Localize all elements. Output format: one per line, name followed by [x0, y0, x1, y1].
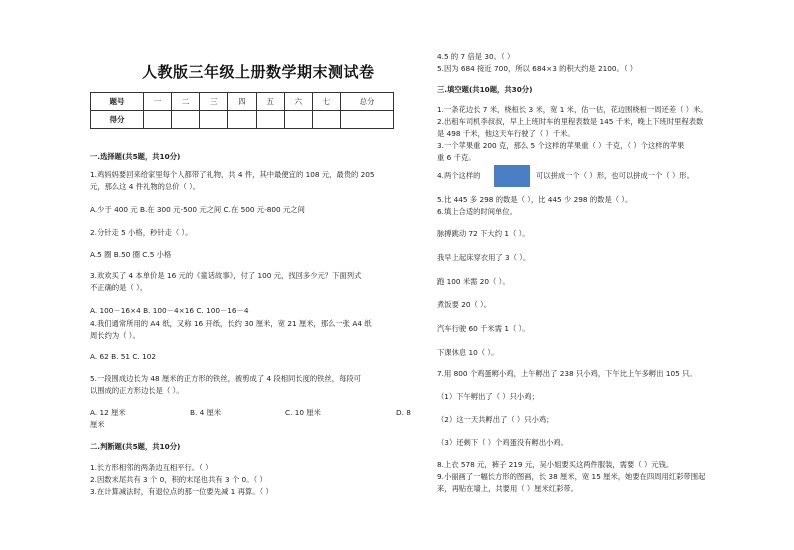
score-cell — [284, 111, 312, 129]
score-cell — [172, 111, 200, 129]
choice-q1-options: A.少于 400 元 B.在 300 元-500 元之间 C.在 500 元-800 元之间 — [90, 205, 305, 214]
rectangle-shape-image — [494, 165, 530, 187]
choice-q2: 2.分针走 5 小格，秒针走（ ）。 — [90, 228, 193, 237]
choice-q5-line2: 以围成的正方形边长是（ ）。 — [90, 386, 184, 395]
choice-q5-option-d-unit: 厘米 — [90, 420, 105, 429]
score-col-6: 六 — [284, 93, 312, 111]
fill-q3-line2: 重 6 千克。 — [437, 153, 476, 162]
score-cell — [312, 111, 340, 129]
fill-q6-item: 下课休息 10（ ）。 — [437, 348, 499, 357]
choice-q4-line1: 4.我们通常所用的 A4 纸，又称 16 开纸，长约 30 厘米，宽 21 厘米，那么一张 A4 纸 — [90, 319, 372, 328]
fill-q6-item: 汽车行驶 60 千米需 1（ ）。 — [437, 324, 530, 333]
score-col-7: 七 — [312, 93, 340, 111]
choice-q5-option-a: A. 12 厘米 — [90, 408, 126, 417]
score-col-2: 二 — [172, 93, 200, 111]
judge-q4: 4.5 的 7 倍是 30。（ ） — [437, 52, 515, 61]
fill-q3-line1: 3.一个苹果重 200 克，那么 5 个这样的苹果重（ ）千克，（ ）个这样的苹果 — [437, 141, 685, 150]
fill-q7-sub3: （3）还剩下（ ）个鸡蛋没有孵出小鸡。 — [437, 438, 569, 447]
fill-q7-sub1: （1）下午孵出了（ ）只小鸡； — [437, 392, 539, 401]
score-col-5: 五 — [256, 93, 284, 111]
fill-q4-right: 可以拼成一个（ ）形，也可以拼成一个（ ）形。 — [536, 171, 694, 180]
choice-q1-line1: 1.鸡妈妈要回来给家里每个人都带了礼物，共 4 件，其中最便宜的 108 元，最贵的 205 — [90, 170, 375, 179]
choice-q1-line2: 元，那么这 4 件礼物的总价（ ）。 — [90, 182, 201, 191]
choice-q5-option-b: B. 4 厘米 — [190, 408, 222, 417]
judge-q2: 2.因数末尾共有 3 个 0，积的末尾也共有 3 个 0。（ ） — [90, 475, 267, 484]
fill-q6-item: 煮饭要 20（ ）。 — [437, 300, 492, 309]
fill-q2-line2: 是 498 千米，他这天车行驶了（ ）千米。 — [437, 129, 575, 138]
choice-q4-options: A. 62 B. 51 C. 102 — [90, 352, 157, 361]
choice-q3-line1: 3.欢欢买了 4 本单价是 16 元的《童话故事》，付了 100 元，找回多少元？下面列式 — [90, 271, 362, 280]
score-cell — [228, 111, 256, 129]
fill-q6-item: 脉搏跳动 72 下大约 1（ ）。 — [437, 229, 530, 238]
section-choice-heading: 一.选择题(共5题，共10分) — [90, 152, 181, 161]
judge-q3: 3.在计算减法时，有退位点的那一位要先减 1 再算。（ ） — [90, 487, 273, 496]
fill-q6-item: 跑 100 米需 20（ ）。 — [437, 277, 510, 286]
score-col-4: 四 — [228, 93, 256, 111]
score-table-score-row — [91, 111, 394, 129]
fill-q6: 6.填上合适的时间单位。 — [437, 207, 517, 216]
fill-q6-item: 我早上起床穿衣用了 3（ ）。 — [437, 253, 531, 262]
fill-q7-sub2: （2）这一天共孵出了（ ）只小鸡； — [437, 415, 554, 424]
choice-q3-line2: 不正确的是（ ）。 — [90, 283, 148, 292]
judge-q5: 5.因为 684 接近 700，所以 684×3 的积大约是 2100。（ ） — [437, 64, 638, 73]
fill-q9-line1: 9.小丽画了一幅长方形的图画，长 38 厘米，宽 15 厘米，她要在四周用红彩带围起 — [437, 472, 706, 481]
score-col-3: 三 — [200, 93, 228, 111]
choice-q4-line2: 周长约为（ ）。 — [90, 331, 140, 340]
choice-q3-options: A. 100－16×4 B. 100－4×16 C. 100－16－4 — [90, 306, 249, 315]
score-table-header-row — [91, 93, 394, 111]
score-row-label: 得分 — [91, 111, 144, 129]
score-cell — [256, 111, 284, 129]
choice-q5-line1: 5.一段围成边长为 48 厘米的正方形的铁丝，被剪成了 4 段相同长度的铁丝，每段可 — [90, 374, 361, 383]
score-table — [90, 92, 394, 129]
score-col-1: 一 — [143, 93, 171, 111]
fill-q2-line1: 2.出租车司机李叔叔，早上上班时车的里程表数是 145 千米，晚上下班时里程表数 — [437, 117, 704, 126]
fill-q9-line2: 来，再贴在墙上，共要用（ ）厘米红彩带。 — [437, 484, 578, 493]
fill-q7: 7.用 800 个鸡蛋孵小鸡，上午孵出了 238 只小鸡，下午比上午多孵出 105 只。 — [437, 369, 697, 378]
choice-q5-option-c: C. 10 厘米 — [285, 408, 321, 417]
score-cell — [200, 111, 228, 129]
judge-q1: 1.长方形相邻的两条边互相平行。（ ） — [90, 463, 213, 472]
choice-q5-option-d: D. 8 — [396, 408, 411, 417]
section-fill-heading: 三.填空题(共10题，共30分) — [437, 85, 533, 94]
score-col-label: 题号 — [91, 93, 144, 111]
score-cell — [340, 111, 393, 129]
choice-q2-options: A.5 圈 B.50 圈 C.5 小格 — [90, 250, 172, 259]
fill-q8: 8.上衣 578 元，裤子 219 元，吴小姐要买这两件服装，需要（ ）元钱。 — [437, 460, 674, 469]
fill-q1: 1.一条花边长 7 米，桡桓长 3 米，宽 1 米，估一估，花边围桡桓一周还差（ ）米。 — [437, 105, 708, 114]
fill-q4-left: 4.两个这样的 — [437, 171, 481, 180]
score-col-total: 总分 — [340, 93, 393, 111]
fill-q5: 5.比 445 多 298 的数是（ ），比 445 少 298 的数是（ ）。 — [437, 195, 633, 204]
page-title: 人教版三年级上册数学期末测试卷 — [142, 63, 375, 81]
score-cell — [143, 111, 171, 129]
section-judge-heading: 二.判断题(共5题，共10分) — [90, 442, 181, 451]
